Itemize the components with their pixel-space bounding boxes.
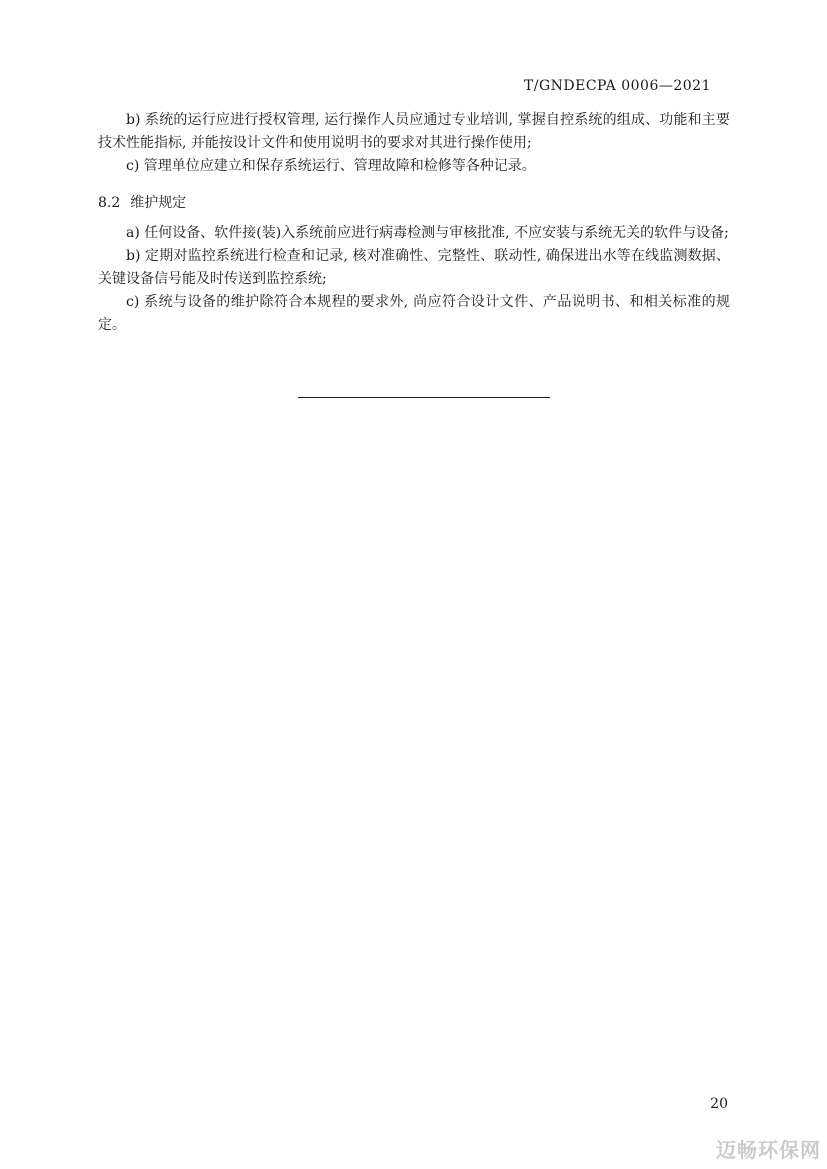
section-number: 8.2 [98, 195, 121, 211]
page-content [98, 109, 730, 337]
paragraph-virus-check: a) 任何设备、软件接(装)入系统前应进行病毒检测与审核批准, 不应安装与系统无关的软件与设备; [126, 225, 729, 241]
watermark-logo: 迈畅环保网 [716, 1138, 821, 1162]
paragraph-inspection: b) 定期对监控系统进行检查和记录, 核对准确性、完整性、联动性, 确保进出水等在线监测数据、关键设备信号能及时传送到监控系统; [98, 248, 730, 287]
end-of-document-rule [298, 397, 550, 398]
document-code: T/GNDECPA 0006—2021 [523, 78, 711, 94]
page-number: 20 [710, 1096, 728, 1112]
section-heading [98, 192, 730, 215]
section-title: 维护规定 [130, 195, 187, 211]
paragraph-maintenance: c) 系统与设备的维护除符合本规程的要求外, 尚应符合设计文件、产品说明书、和相关标准的规定。 [98, 294, 730, 333]
paragraph-authorization: b) 系统的运行应进行授权管理, 运行操作人员应通过专业培训, 掌握自控系统的组成、功能和主要技术性能指标, 并能按设计文件和使用说明书的要求对其进行操作使用; [98, 112, 730, 151]
paragraph-records: c) 管理单位应建立和保存系统运行、管理故障和检修等各种记录。 [126, 158, 536, 174]
